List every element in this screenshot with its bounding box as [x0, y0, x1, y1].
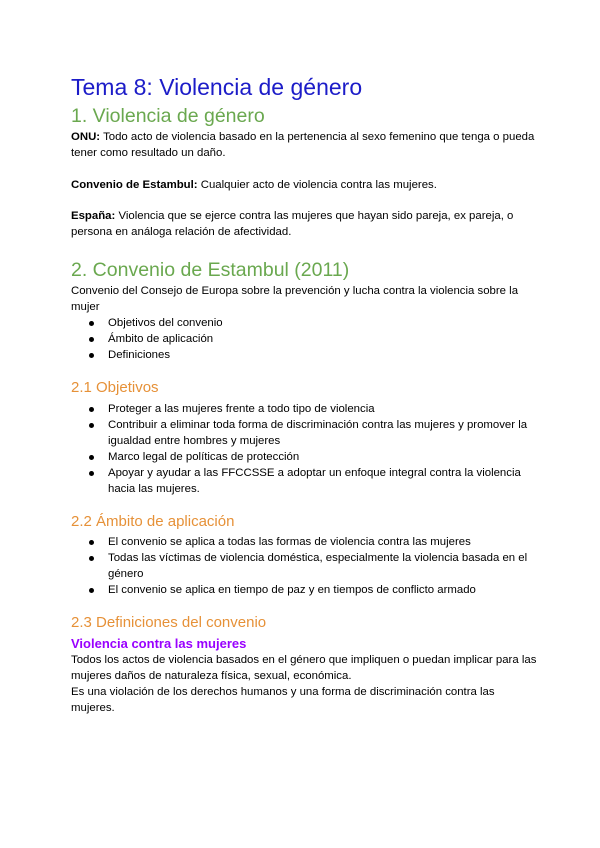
onu-text: Todo acto de violencia basado en la pertenencia al sexo femenino que tenga o pueda tener como resultado un daño.: [71, 131, 535, 159]
list-item: Objetivos del convenio: [71, 315, 541, 331]
bullet-icon: [89, 321, 94, 326]
bullet-icon: [89, 407, 94, 412]
estambul-label: Convenio de Estambul:: [71, 179, 198, 191]
list-item: Definiciones: [71, 347, 541, 363]
bullet-icon: [89, 337, 94, 342]
list-item: Apoyar y ayudar a las FFCCSSE a adoptar un enfoque integral contra la violencia hacia las mujeres.: [71, 465, 541, 497]
list-item: Marco legal de políticas de protección: [71, 449, 541, 465]
espana-definition: [71, 208, 541, 240]
list-item: Ámbito de aplicación: [71, 331, 541, 347]
espana-label: España:: [71, 210, 116, 222]
section-2-2-heading: 2.2 Ámbito de aplicación: [71, 513, 235, 530]
list-item: El convenio se aplica en tiempo de paz y en tiempos de conflicto armado: [71, 582, 541, 598]
page-title: Tema 8: Violencia de género: [71, 74, 363, 100]
bullet-icon: [89, 423, 94, 428]
list-item: Todas las víctimas de violencia doméstica, especialmente la violencia basada en el género: [71, 550, 541, 582]
section-2-3-heading: 2.3 Definiciones del convenio: [71, 614, 267, 631]
onu-definition: [71, 129, 541, 161]
bullet-icon: [89, 455, 94, 460]
section-1-heading: 1. Violencia de género: [71, 105, 265, 127]
section-2-1-heading: 2.1 Objetivos: [71, 379, 159, 396]
section-2-list: [71, 315, 541, 363]
definition-text-1: Todos los actos de violencia basados en el género que impliquen o puedan implicar para las mujeres daños de naturaleza física, sexual, económica.: [71, 654, 537, 682]
bullet-icon: [89, 588, 94, 593]
bullet-icon: [89, 353, 94, 358]
ambito-list: [71, 534, 541, 598]
bullet-icon: [89, 540, 94, 545]
list-item: Contribuir a eliminar toda forma de discriminación contra las mujeres y promover la igualdad entre hombres y mujeres: [71, 417, 541, 449]
list-item: Proteger a las mujeres frente a todo tipo de violencia: [71, 401, 541, 417]
violencia-subheading: Violencia contra las mujeres: [71, 636, 247, 651]
estambul-text: Cualquier acto de violencia contra las mujeres.: [197, 179, 437, 191]
objetivos-list: [71, 401, 541, 497]
espana-text: Violencia que se ejerce contra las mujeres que hayan sido pareja, ex pareja, o persona en análoga relación de afectividad.: [71, 210, 514, 238]
section-2-heading: 2. Convenio de Estambul (2011): [71, 259, 350, 281]
section-2-intro: Convenio del Consejo de Europa sobre la prevención y lucha contra la violencia sobre la mujer: [71, 285, 519, 313]
estambul-definition: [71, 177, 541, 193]
bullet-icon: [89, 471, 94, 476]
onu-label: ONU:: [71, 131, 101, 143]
list-item: El convenio se aplica a todas las formas de violencia contra las mujeres: [71, 534, 541, 550]
definition-text-2: Es una violación de los derechos humanos y una forma de discriminación contra las mujeres.: [71, 686, 495, 714]
bullet-icon: [89, 556, 94, 561]
